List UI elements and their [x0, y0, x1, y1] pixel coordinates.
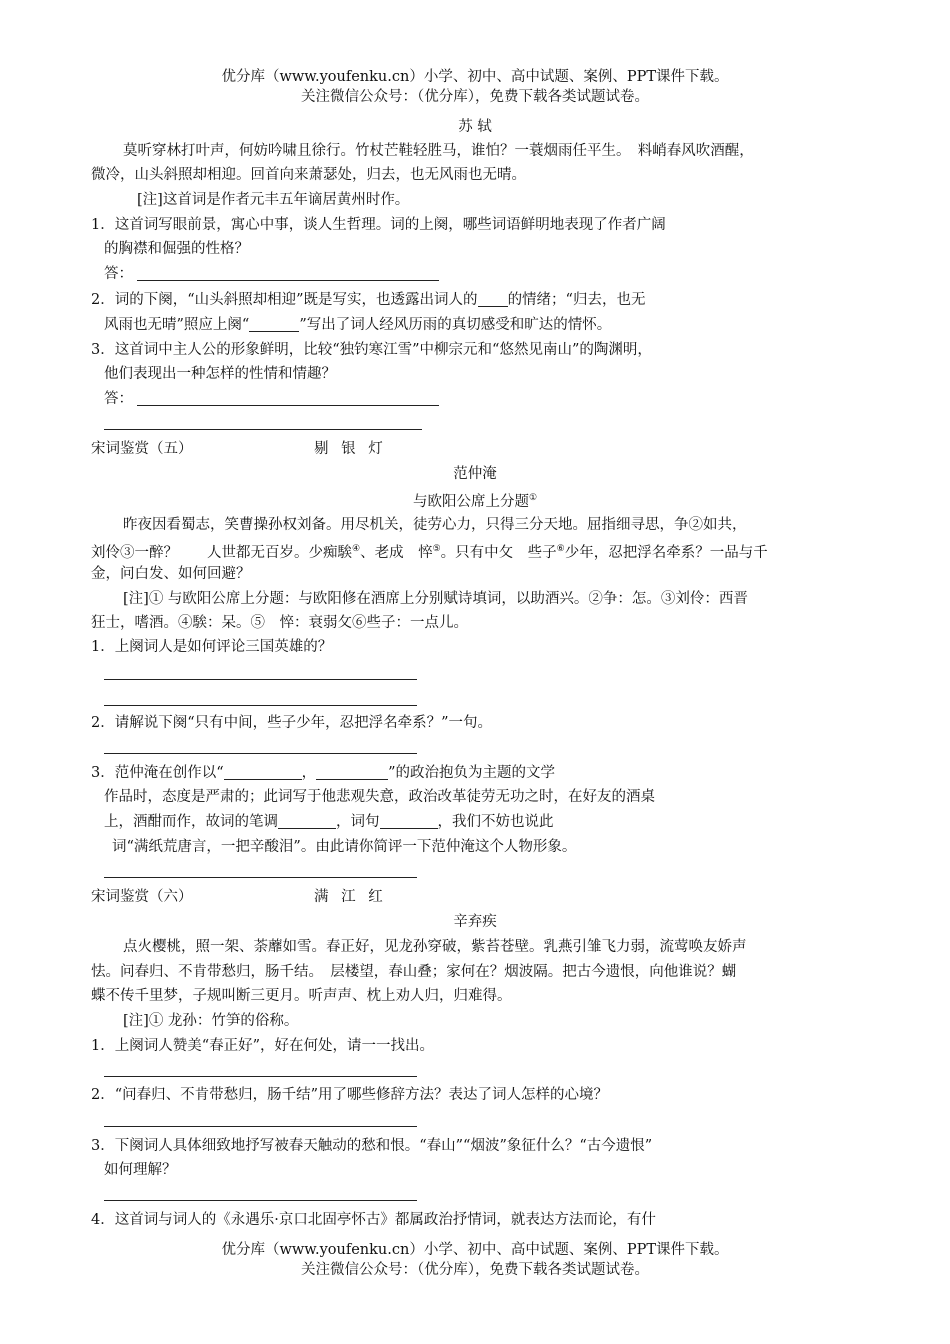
- answer-line[interactable]: [104, 679, 417, 680]
- footer-line-1: 优分库（www.youfenku.cn）小学、初中、高中试题、案例、PPT课件下载。: [221, 1242, 729, 1258]
- section-heading: 宋词鉴赏（五）: [91, 441, 193, 457]
- poem-line: 昨夜因看蜀志，笑曹操孙权刘备。用尽机关，徒劳心力，只得三分天地。屈指细寻思，争②如共，: [123, 517, 747, 533]
- answer-line[interactable]: [104, 705, 417, 706]
- question-1: 1．这首词写眼前景，寓心中事，谈人生哲理。词的上阕，哪些词语鲜明地表现了作者广阔: [91, 217, 666, 233]
- poem-note-cont: [91, 613, 468, 633]
- answer-label: 答：: [104, 266, 133, 282]
- poem-line: 点火樱桃，照一架、荼蘼如雪。春正好，见龙孙穿破，紫苔苍壁。乳燕引雏飞力弱，流莺唤友娇声: [123, 939, 747, 955]
- poem-author-fan-zhongyan: 范仲淹: [453, 466, 497, 482]
- answer-line[interactable]: [137, 280, 439, 281]
- question-2-text-b: 的情绪；“归去，也无: [507, 292, 646, 308]
- question-2: 2．“问春归、不肯带愁归，肠千结”用了哪些修辞方法？表达了词人怎样的心境？: [91, 1087, 609, 1103]
- answer-line[interactable]: [104, 877, 417, 878]
- answer-line[interactable]: [137, 405, 439, 406]
- question-3-text-e: ，词句: [336, 814, 380, 830]
- section-heading: 宋词鉴赏（六）: [91, 889, 193, 905]
- poem-text: 、老成 悴: [360, 544, 433, 561]
- question-3-text-c: ”的政治抱负为主题的文学: [388, 765, 556, 781]
- footnote-mark: ④: [352, 544, 361, 554]
- footer-line-2: 关注微信公众号：（优分库），免费下载各类试题试卷。: [301, 1262, 649, 1278]
- question-1: 1．上阕词人赞美“春正好”，好在何处，请一一找出。: [91, 1038, 435, 1054]
- header-line-2: 关注微信公众号：（优分库），免费下载各类试题试卷。: [301, 89, 649, 105]
- question-3-cont: 作品时，态度是严肃的；此词写于他悲观失意，政治改革徒劳无功之时，在好友的酒桌: [104, 789, 655, 805]
- poem-note: [注]① 龙孙：竹笋的俗称。: [123, 1013, 299, 1029]
- question-2-text-c: 风雨也无晴”照应上阕“: [104, 317, 250, 333]
- poem-line: 怯。问春归、不肯带愁归，肠千结。 层楼望，春山叠；家何在？烟波隔。把古今遗恨，向他谁说？蝴: [91, 964, 737, 980]
- tune-title: 剔 银 灯: [314, 441, 387, 457]
- fill-blank[interactable]: [478, 291, 508, 307]
- poem-author-xin-qiji: 辛弃疾: [453, 914, 497, 930]
- garbled-glyph: ⺙: [498, 544, 514, 561]
- answer-line[interactable]: [104, 1200, 417, 1201]
- poem-note: [注]① 与欧阳公席上分题：与欧阳修在酒席上分别赋诗填词，以助酒兴。②争：怎。③刘伶：西晋: [123, 591, 748, 607]
- header-line-1: 优分库（www.youfenku.cn）小学、初中、高中试题、案例、PPT课件下载。: [221, 69, 729, 85]
- answer-line[interactable]: [104, 1126, 417, 1127]
- poem-subtitle: [0, 488, 950, 512]
- question-4: 4．这首词与词人的《永遇乐·京口北固亭怀古》都属政治抒情词，就表达方法而论，有什: [91, 1212, 656, 1228]
- footnote-mark: ①: [528, 493, 538, 503]
- fill-blank[interactable]: [249, 316, 299, 332]
- poem-text: 少年，忍把浮名牵系？一品与千: [564, 544, 768, 561]
- question-1-cont: 的胸襟和倔强的性格？: [104, 241, 249, 257]
- question-3-text-b: ，: [301, 765, 317, 781]
- fill-blank[interactable]: [224, 764, 302, 780]
- question-1: 1．上阕词人是如何评论三国英雄的？: [91, 639, 333, 655]
- garbled-glyph: ⺙: [337, 615, 352, 631]
- question-3: [91, 763, 555, 783]
- poem-line: 微冷，山头斜照却相迎。回首向来萧瑟处，归去，也无风雨也无晴。: [91, 167, 526, 183]
- poem-line: 金，问白发、如何回避？: [91, 566, 251, 582]
- note-text: 狂士，嗜酒。④騃：呆。⑤ 悴：衰弱: [91, 615, 338, 631]
- fill-blank[interactable]: [278, 813, 336, 829]
- question-2-text-a: 2．词的下阕，“山头斜照却相迎”既是写实，也透露出词人的: [91, 292, 478, 308]
- question-3-text-f: ，我们不妨也说此: [437, 814, 554, 830]
- poem-note: [注]这首词是作者元丰五年谪居黄州时作。: [137, 192, 410, 208]
- question-3-cont: 他们表现出一种怎样的性情和情趣？: [104, 366, 336, 382]
- question-3-cont: [104, 812, 554, 832]
- poem-line: 蝶不传千里梦，子规叫断三更月。听声声、枕上劝人归，归难得。: [91, 988, 512, 1004]
- poem-text: 。只有中: [440, 544, 499, 561]
- question-3-text-d: 上，酒酣而作，故词的笔调: [104, 814, 278, 830]
- poem-text: 刘伶③一醉？ 人世都无百岁。少痴騃: [91, 544, 352, 561]
- question-2: [91, 290, 645, 310]
- question-3-cont: 词“满纸荒唐言，一把辛酸泪”。由此请你简评一下范仲淹这个人物形象。: [112, 839, 577, 855]
- subtitle-text: 与欧阳公席上分题: [412, 493, 529, 510]
- question-3-text-a: 3．范仲淹在创作以“: [91, 765, 224, 781]
- question-3: 3．下阕词人具体细致地抒写被春天触动的愁和恨。“春山”“烟波”象征什么？“古今遗恨”: [91, 1138, 653, 1154]
- poem-line: [91, 539, 768, 563]
- question-3: 3．这首词中主人公的形象鲜明，比较“独钓寒江雪”中柳宗元和“悠然见南山”的陶渊明，: [91, 342, 652, 358]
- note-text: ⑥些子：一点儿。: [352, 615, 468, 631]
- question-3-cont: 如何理解？: [104, 1162, 177, 1178]
- answer-line[interactable]: [104, 753, 417, 754]
- footnote-mark: ⑤: [432, 544, 441, 554]
- footnote-mark: ⑥: [556, 544, 565, 554]
- poem-line: 莫听穿林打叶声，何妨吟啸且徐行。竹杖芒鞋轻胜马，谁怕？一蓑烟雨任平生。 料峭春风吹酒醒，: [123, 143, 754, 159]
- answer-line[interactable]: [104, 429, 422, 430]
- question-2-cont: [104, 315, 611, 335]
- tune-title: 满 江 红: [314, 889, 387, 905]
- poem-text: 些子: [513, 544, 557, 561]
- fill-blank[interactable]: [380, 813, 438, 829]
- poem-author-su-shi: 苏 轼: [458, 119, 492, 135]
- fill-blank[interactable]: [316, 764, 388, 780]
- question-2: 2．请解说下阕“只有中间，些子少年，忍把浮名牵系？”一句。: [91, 715, 493, 731]
- answer-label: 答：: [104, 391, 133, 407]
- answer-line[interactable]: [104, 1076, 417, 1077]
- question-2-text-d: ”写出了词人经风历雨的真切感受和旷达的情怀。: [299, 317, 612, 333]
